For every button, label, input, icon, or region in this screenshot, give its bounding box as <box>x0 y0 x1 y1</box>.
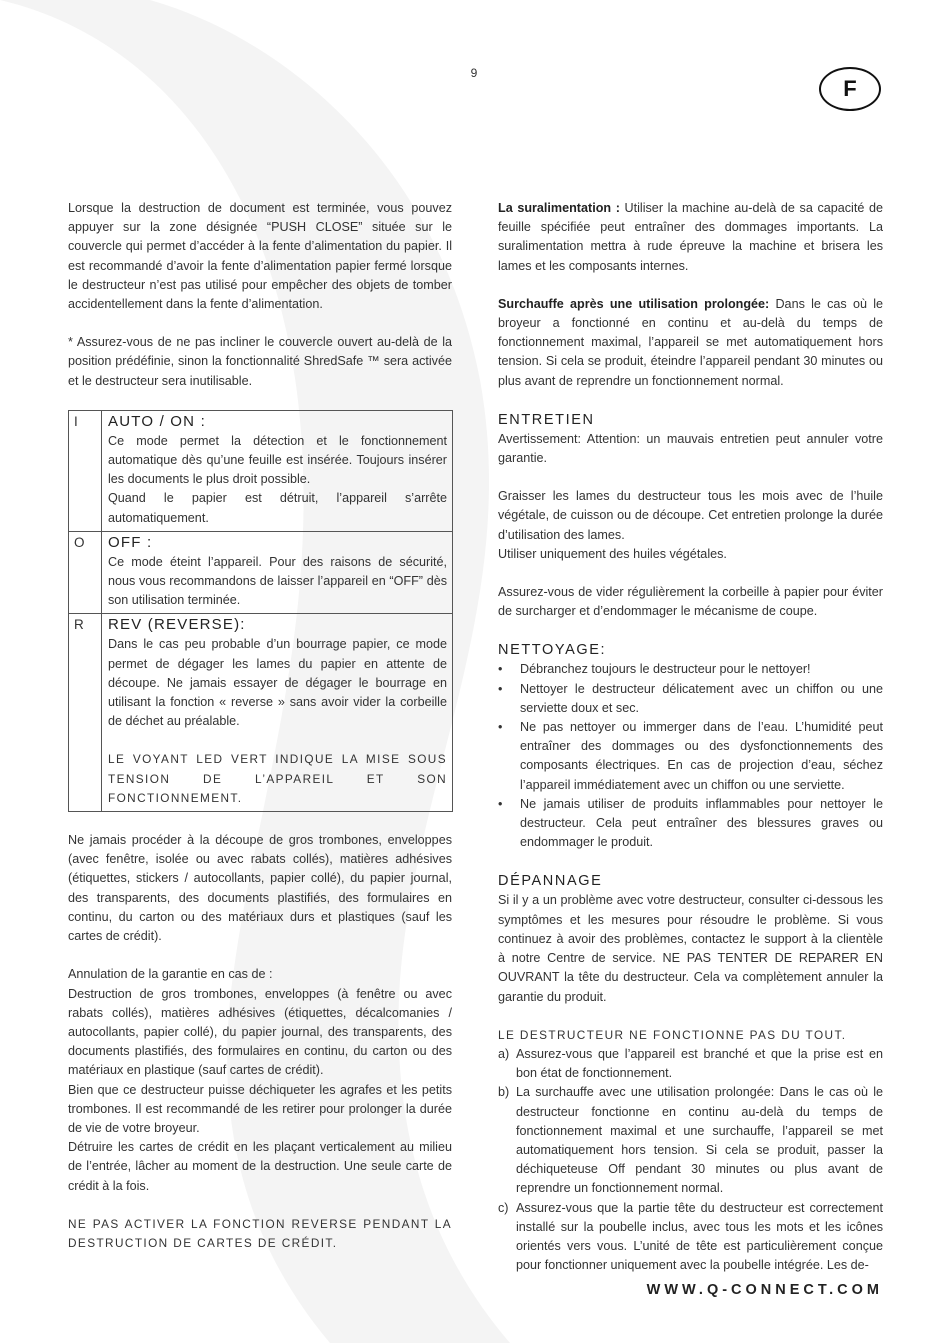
mode-title: REV (REVERSE): <box>108 616 246 634</box>
footer-url: WWW.Q-CONNECT.COM <box>646 1282 883 1298</box>
cleaning-heading: NETTOYAGE: <box>498 642 607 659</box>
reverse-warning: NE PAS ACTIVER LA FONCTION REVERSE PENDANT LA DESTRUCTION DE CARTES DE CRÉDIT. <box>68 1216 452 1250</box>
push-close-paragraph: Lorsque la destruction de document est terminée, vous pouvez appuyer sur la zone désignée “PUSH CLOSE” située sur le couvercle qui permet d’accéder à la fente d’alimentation du papier. Il est recommandé d’avoir la fente d’alimentation papier fermé lorsque le destructeur n’est pas utilisé pour empêcher des objets de tomber accidentellement dans la fente d’alimentation. <box>68 201 452 312</box>
maintenance-bin: Assurez-vous de vider régulièrement la corbeille à papier pour éviter de surcharger et d’endommager le mécanisme de coupe. <box>498 585 883 619</box>
modes-table <box>68 410 453 812</box>
mode-key: R <box>69 614 102 812</box>
list-item: • Ne jamais utiliser de produits inflammables pour nettoyer le destructeur. Cela peut entraîner des blessures graves ou endommager le produit. <box>498 795 883 853</box>
mode-row-auto <box>69 410 453 531</box>
left-column <box>68 199 452 1253</box>
overfeed-paragraph <box>498 199 883 276</box>
mode-description: Ce mode éteint l’appareil. Pour des raisons de sécurité, nous vous recommandons de laisser l’appareil en “OFF” dès son utilisation terminée. <box>108 554 447 608</box>
shredsafe-note: * Assurez-vous de ne pas incliner le couvercle ouvert au-delà de la position prédéfinie, sinon la fonctionnalité ShredSafe ™ sera activée et le destructeur sera inutilisable. <box>68 335 452 388</box>
list-key: a) <box>498 1046 510 1061</box>
not-working-heading: LE DESTRUCTEUR NE FONCTIONNE PAS DU TOUT. <box>498 1027 847 1042</box>
list-item <box>498 1045 883 1083</box>
page-number: 9 <box>470 66 478 80</box>
mode-key: I <box>69 410 102 531</box>
warranty-void-list: Destruction de gros trombones, enveloppes (à fenêtre ou avec rabats collés), matières adhésives (étiquettes, décalcomanies / autocollants, papier collé), du papier journal, des transparents, des documents plastifiés, des formulaires en continu, du carton ou des matériaux en plastique (sauf cartes de crédit). <box>68 986 452 1078</box>
mode-key: O <box>69 531 102 614</box>
maintenance-oil-note: Utiliser uniquement des huiles végétales. <box>498 546 727 561</box>
list-item <box>498 1199 883 1276</box>
cleaning-list <box>498 660 883 852</box>
credit-card-paragraph: Détruire les cartes de crédit en les plaçant verticalement au milieu de l’entrée, lâcher au moment de la destruction. Une seule carte de crédit à la fois. <box>68 1140 452 1193</box>
list-key: b) <box>498 1085 510 1100</box>
troubleshoot-paragraph: Si il y a un problème avec votre destructeur, consulter ci-dessous les symptômes et les mesures pour résoudre le problème. Si vous continuez à avoir des problèmes, contactez le support à la clientèle à notre Centre de service. NE PAS TENTER DE REPARER EN OUVRANT la tête du destructeur. Cela va complètement annuler la garantie du produit. <box>498 893 883 1004</box>
overfeed-text: Utiliser la machine au-delà de sa capacité de feuille spécifiée peut entraîner des dommages importants. La suralimentation mettra à rude épreuve la machine et brisera les lames et les composants internes. <box>498 201 883 273</box>
list-text: La surchauffe avec une utilisation prolongée: Dans le cas où le destructeur fonctionne en continu au-delà du temps de fonctionnement maximal et une surchauffe, l’appareil se met automatiquement hors tension. Si cela se produit, passer la déchiqueteuse Off pendant 30 minutes ou plus avant de reprendre un fonctionnement normal. <box>516 1085 883 1196</box>
overheat-label: Surchauffe après une utilisation prolongée: <box>498 296 770 311</box>
list-item <box>498 1083 883 1198</box>
maintenance-warning: Avertissement: Attention: un mauvais entretien peut annuler votre garantie. <box>498 431 883 466</box>
overheat-paragraph <box>498 295 883 391</box>
overfeed-label: La suralimentation : <box>498 201 620 215</box>
overheat-text: Dans le cas où le broyeur a fonctionné en continu et au-delà du temps de fonctionnement maximal, l’appareil se met automatiquement hors tension. Si cela se produit, éteindre l’appareil pendant 30 minutes ou plus avant de reprendre un fonctionnement normal. <box>498 296 883 388</box>
list-item: • Ne pas nettoyer ou immerger dans de l’eau. L’humidité peut entraîner des dommages ou des dysfonctionnements des composants électriques. En cas de projection d’eau, séchez l’appareil immédiatement avec un chiffon ou une serviette. <box>498 718 883 795</box>
list-key: c) <box>498 1200 509 1215</box>
prohibited-materials-paragraph: Ne jamais procéder à la découpe de gros trombones, enveloppes (avec fenêtre, isolée ou avec rabats collés), matières adhésives (étiquettes, stickers / autocollants, papier collé), du papier journal, des transparents, des documents plastifiés, des formulaires en continu, du carton ou des matériaux durs et plastiques (sauf les cartes de crédit). <box>68 833 452 944</box>
troubleshoot-heading: DÉPANNAGE <box>498 873 603 890</box>
mode-row-reverse <box>69 614 453 812</box>
list-item: • Débranchez toujours le destructeur pour le nettoyer! <box>498 660 883 679</box>
mode-description: Quand le papier est détruit, l’appareil s’arrête automatiquement. <box>108 491 447 525</box>
right-column <box>498 199 883 1275</box>
mode-title: OFF : <box>108 533 153 551</box>
list-text: Assurez-vous que la partie tête du destructeur est correctement installé sur la poubelle inclus, avec tous les mots et les icônes orientés vers vous. L’unité de tête est particulièrement conçue pour fonctionner uniquement avec la poubelle intégrée. Les de- <box>516 1200 883 1273</box>
maintenance-heading: ENTRETIEN <box>498 411 595 428</box>
mode-title: AUTO / ON : <box>108 412 206 430</box>
language-badge: F <box>819 67 881 111</box>
maintenance-oil: Graisser les lames du destructeur tous les mois avec de l’huile végétale, de cuisson ou de découpe. Cet entretien prolonge la durée d’utilisation des lames. <box>498 489 883 542</box>
mode-description: Ce mode permet la détection et le fonctionnement automatique dès qu’une feuille est insérée. Toujours insérer les documents le plus droit possible. <box>108 433 447 487</box>
staples-paragraph: Bien que ce destructeur puisse déchiqueter les agrafes et les petits trombones. Il est recommandé de les retirer pour prolonger la durée de vie de votre broyeur. <box>68 1082 452 1135</box>
list-item: • Nettoyer le destructeur délicatement avec un chiffon ou une serviette doux et sec. <box>498 680 883 718</box>
mode-description: Dans le cas peu probable d’un bourrage papier, ce mode permet de dégager les lames du papier en attente de découpe. Ne jamais essayer de dégager le bourrage en utilisant la fonction « reverse » sans avoir vider la corbeille de déchet au préalable. <box>108 637 447 729</box>
led-note: LE VOYANT LED VERT INDIQUE LA MISE SOUS TENSION DE L’APPAREIL ET SON FONCTIONNEMENT. <box>108 752 447 805</box>
mode-row-off <box>69 531 453 614</box>
not-working-list <box>498 1045 883 1275</box>
warranty-void-title: Annulation de la garantie en cas de : <box>68 967 273 982</box>
list-text: Assurez-vous que l’appareil est branché et que la prise est en bon état de fonctionnement. <box>516 1046 883 1081</box>
